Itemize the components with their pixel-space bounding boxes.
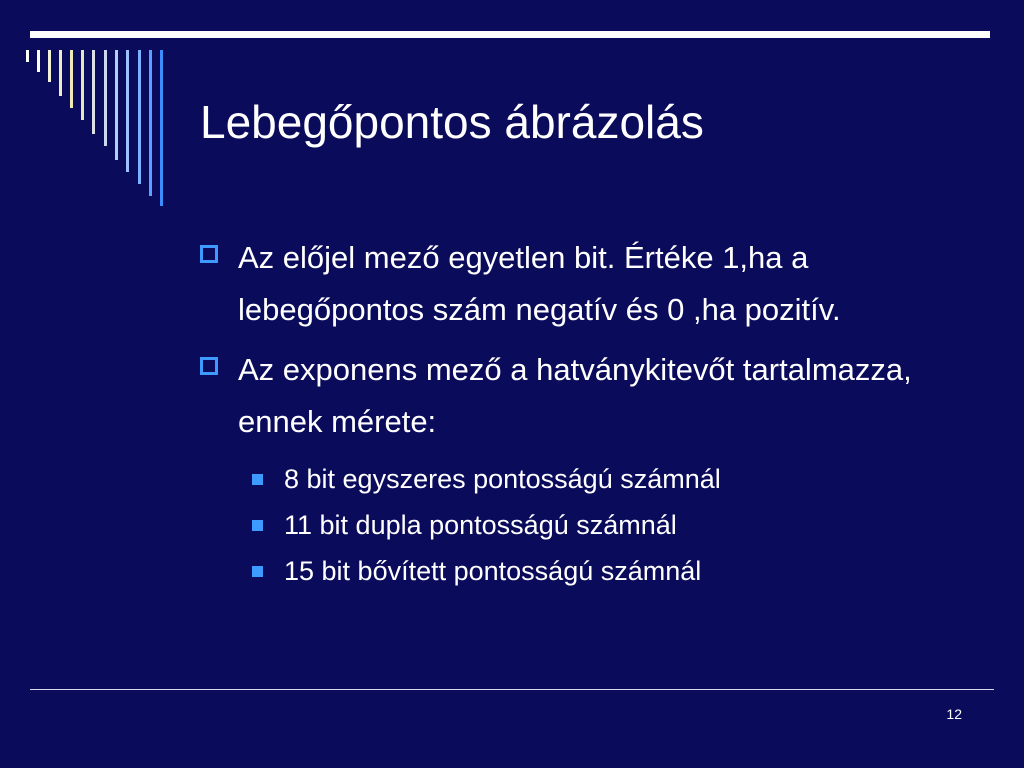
- filled-square-bullet-icon: [252, 520, 263, 531]
- stripe: [104, 50, 107, 146]
- stripe: [92, 50, 95, 134]
- stripe: [115, 50, 118, 160]
- bottom-rule: [30, 689, 994, 690]
- hollow-square-bullet-icon: [200, 245, 218, 263]
- stripe: [48, 50, 51, 82]
- stripe-group: [26, 50, 163, 206]
- stripe: [26, 50, 29, 62]
- stripe: [59, 50, 62, 96]
- hollow-square-bullet-icon: [200, 357, 218, 375]
- stripe: [70, 50, 73, 108]
- stripe: [81, 50, 84, 120]
- stripe: [126, 50, 129, 172]
- sub-bullet-text: 11 bit dupla pontosságú számnál: [284, 510, 677, 540]
- slide-content: [200, 232, 980, 594]
- sub-bullet-item: [200, 456, 980, 502]
- slide-title: Lebegőpontos ábrázolás: [200, 96, 704, 148]
- filled-square-bullet-icon: [252, 566, 263, 577]
- stripe: [160, 50, 163, 206]
- bullet-item: [200, 344, 980, 448]
- bullet-text: Az előjel mező egyetlen bit. Értéke 1,ha a lebegőpontos szám negatív és 0 ,ha pozitív.: [238, 240, 841, 327]
- decorative-stripes: [0, 0, 180, 220]
- sub-bullet-item: [200, 502, 980, 548]
- stripe: [37, 50, 40, 72]
- bullet-item: [200, 232, 980, 336]
- bullet-text: Az exponens mező a hatványkitevőt tartalmazza, ennek mérete:: [238, 352, 912, 439]
- sub-bullet-text: 15 bit bővített pontosságú számnál: [284, 556, 702, 586]
- page-number: 12: [946, 706, 962, 722]
- filled-square-bullet-icon: [252, 474, 263, 485]
- sub-bullet-item: [200, 548, 980, 594]
- stripe: [149, 50, 152, 196]
- stripe: [138, 50, 141, 184]
- sub-bullet-text: 8 bit egyszeres pontosságú számnál: [284, 464, 721, 494]
